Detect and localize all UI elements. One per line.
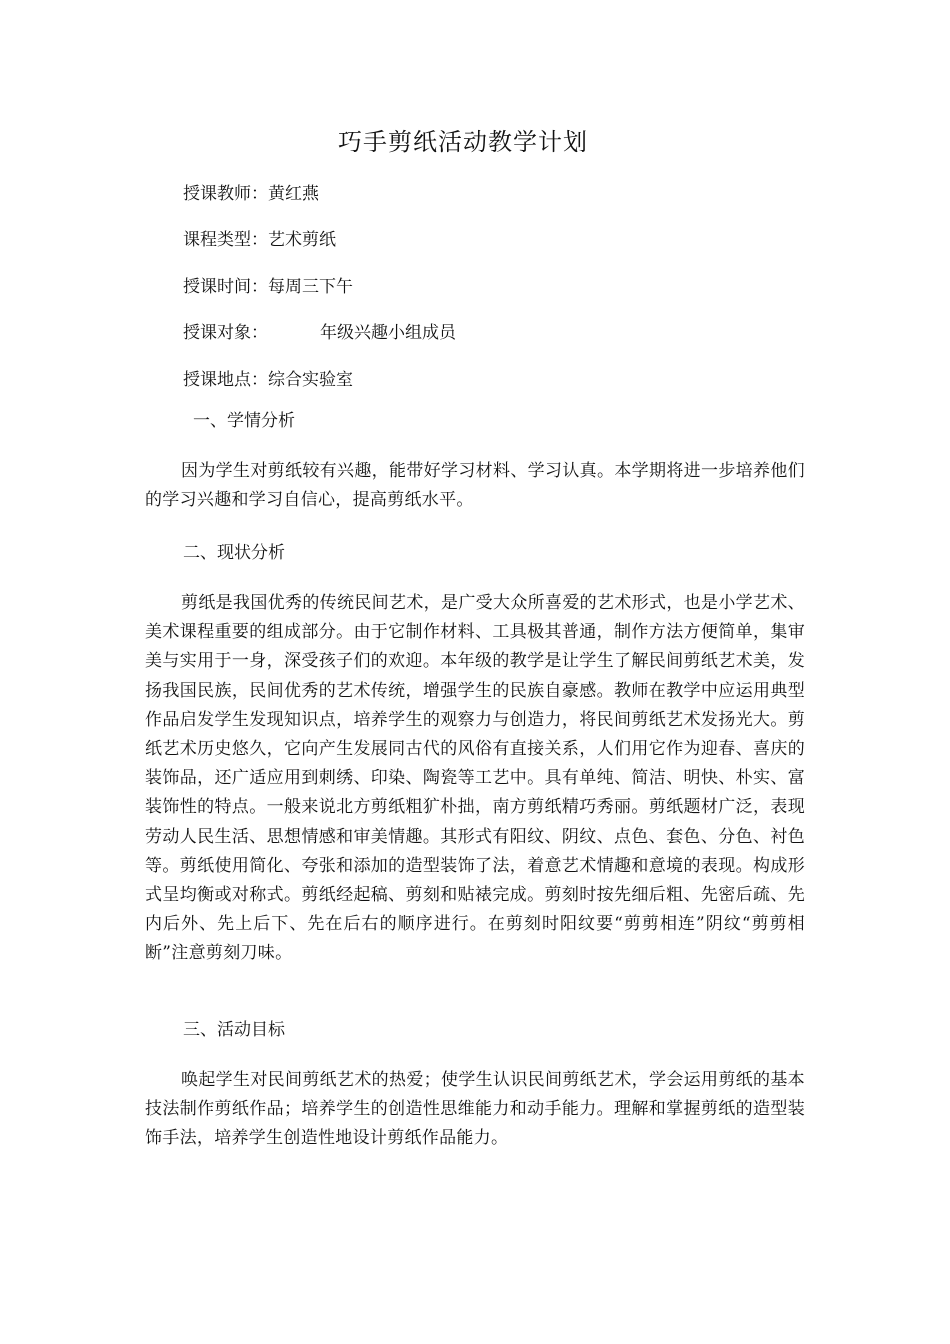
section-body: 剪纸是我国优秀的传统民间艺术，是广受大众所喜爱的艺术形式，也是小学艺术、美术课程重要的组成部分。由于它制作材料、工具极其普通，制作方法方便简单，集审美与实用于一身，深受孩子们的欢迎。本年级的教学是让学生了解民间剪纸艺术美，发扬我国民族，民间优秀的艺术传统，增强学生的民族自豪感。教师在教学中应运用典型作品启发学生发现知识点，培养学生的观察力与创造力，将民间剪纸艺术发扬光大。剪纸艺术历史悠久，它向产生发展同古代的风俗有直接关系，人们用它作为迎春、喜庆的装饰品，还广适应用到刺绣、印染、陶瓷等工艺中。具有单纯、简洁、明快、朴实、富装饰性的特点。一般来说北方剪纸粗犷朴拙，南方剪纸精巧秀丽。剪纸题材广泛，表现劳动人民生活、思想情感和审美情趣。其形式有阳纹、阴纹、点色、套色、分色、衬色等。剪纸使用简化、夸张和添加的造型装饰了法，着意艺术情趣和意境的表现。构成形式呈均衡或对称式。剪纸经起稿、剪刻和贴裱完成。剪刻时按先细后粗、先密后疏、先内后外、先上后下、先在后右的顺序进行。在剪刻时阳纹要“剪剪相连”阴纹“剪剪相断”注意剪刻刀味。 xyxy=(145,593,805,964)
meta-teacher: 授课教师：黄红燕 xyxy=(183,184,319,204)
meta-target xyxy=(183,321,456,345)
document-title: 巧手剪纸活动教学计划 xyxy=(338,128,588,156)
meta-target-label: 授课对象： xyxy=(183,323,268,343)
meta-location: 授课地点：综合实验室 xyxy=(183,370,353,390)
section-heading: 三、活动目标 xyxy=(183,1020,285,1040)
section-heading: 一、学情分析 xyxy=(193,411,295,431)
section-body: 因为学生对剪纸较有兴趣，能带好学习材料、学习认真。本学期将进一步培养他们的学习兴趣和学习自信心，提高剪纸水平。 xyxy=(145,461,805,511)
meta-target-value: 年级兴趣小组成员 xyxy=(320,323,456,343)
meta-time: 授课时间：每周三下午 xyxy=(183,277,353,297)
section-body: 唤起学生对民间剪纸艺术的热爱；使学生认识民间剪纸艺术，学会运用剪纸的基本技法制作剪纸作品；培养学生的创造性思维能力和动手能力。理解和掌握剪纸的造型装饰手法，培养学生创造性地设计剪纸作品能力。 xyxy=(145,1070,805,1149)
section-heading: 二、现状分析 xyxy=(183,543,285,563)
meta-course-type: 课程类型：艺术剪纸 xyxy=(183,230,336,250)
